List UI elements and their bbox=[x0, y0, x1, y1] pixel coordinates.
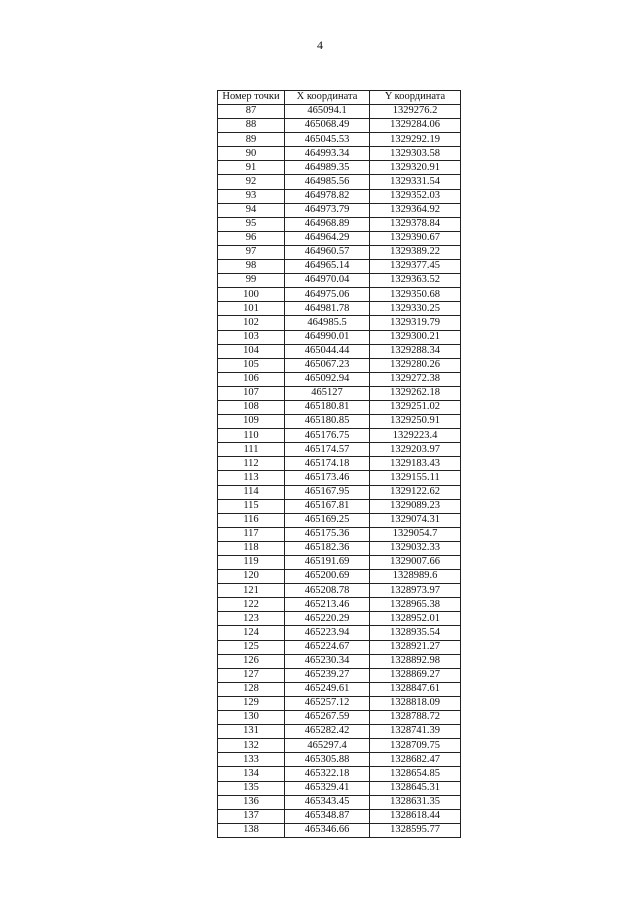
point-number-cell: 98 bbox=[218, 260, 285, 274]
table-row bbox=[218, 499, 461, 513]
header-x-coordinate: X координата bbox=[285, 91, 370, 105]
table-row bbox=[218, 133, 461, 147]
table-row bbox=[218, 358, 461, 372]
table-row bbox=[218, 203, 461, 217]
point-number-cell: 94 bbox=[218, 203, 285, 217]
y-coordinate-cell: 1328989.6 bbox=[370, 570, 461, 584]
x-coordinate-cell: 465220.29 bbox=[285, 612, 370, 626]
x-coordinate-cell: 465167.95 bbox=[285, 485, 370, 499]
table-row bbox=[218, 626, 461, 640]
x-coordinate-cell: 465329.41 bbox=[285, 781, 370, 795]
table-row bbox=[218, 189, 461, 203]
x-coordinate-cell: 465230.34 bbox=[285, 654, 370, 668]
x-coordinate-cell: 464960.57 bbox=[285, 245, 370, 259]
y-coordinate-cell: 1328892.98 bbox=[370, 654, 461, 668]
point-number-cell: 119 bbox=[218, 556, 285, 570]
x-coordinate-cell: 465346.66 bbox=[285, 823, 370, 837]
point-number-cell: 138 bbox=[218, 823, 285, 837]
x-coordinate-cell: 465175.36 bbox=[285, 527, 370, 541]
table-row bbox=[218, 429, 461, 443]
x-coordinate-cell: 465167.81 bbox=[285, 499, 370, 513]
y-coordinate-cell: 1329288.34 bbox=[370, 344, 461, 358]
table-row bbox=[218, 485, 461, 499]
point-number-cell: 122 bbox=[218, 598, 285, 612]
point-number-cell: 125 bbox=[218, 640, 285, 654]
point-number-cell: 132 bbox=[218, 739, 285, 753]
point-number-cell: 87 bbox=[218, 105, 285, 119]
table-row bbox=[218, 175, 461, 189]
header-y-coordinate: Y координата bbox=[370, 91, 461, 105]
y-coordinate-cell: 1329089.23 bbox=[370, 499, 461, 513]
y-coordinate-cell: 1329378.84 bbox=[370, 217, 461, 231]
y-coordinate-cell: 1328935.54 bbox=[370, 626, 461, 640]
x-coordinate-cell: 464970.04 bbox=[285, 274, 370, 288]
y-coordinate-cell: 1329007.66 bbox=[370, 556, 461, 570]
table-row bbox=[218, 260, 461, 274]
point-number-cell: 91 bbox=[218, 161, 285, 175]
point-number-cell: 118 bbox=[218, 541, 285, 555]
point-number-cell: 117 bbox=[218, 527, 285, 541]
table-row bbox=[218, 274, 461, 288]
y-coordinate-cell: 1329363.52 bbox=[370, 274, 461, 288]
table-row bbox=[218, 400, 461, 414]
table-row bbox=[218, 767, 461, 781]
x-coordinate-cell: 465176.75 bbox=[285, 429, 370, 443]
header-point-number: Номер точки bbox=[218, 91, 285, 105]
point-number-cell: 121 bbox=[218, 584, 285, 598]
point-number-cell: 105 bbox=[218, 358, 285, 372]
table-row bbox=[218, 711, 461, 725]
point-number-cell: 136 bbox=[218, 795, 285, 809]
point-number-cell: 101 bbox=[218, 302, 285, 316]
table-row bbox=[218, 781, 461, 795]
x-coordinate-cell: 465173.46 bbox=[285, 471, 370, 485]
table-row bbox=[218, 119, 461, 133]
point-number-cell: 93 bbox=[218, 189, 285, 203]
y-coordinate-cell: 1329330.25 bbox=[370, 302, 461, 316]
table-row bbox=[218, 556, 461, 570]
x-coordinate-cell: 465267.59 bbox=[285, 711, 370, 725]
x-coordinate-cell: 465068.49 bbox=[285, 119, 370, 133]
point-number-cell: 97 bbox=[218, 245, 285, 259]
table-row bbox=[218, 696, 461, 710]
point-number-cell: 108 bbox=[218, 400, 285, 414]
table-row bbox=[218, 105, 461, 119]
coordinates-table bbox=[217, 90, 461, 838]
y-coordinate-cell: 1329183.43 bbox=[370, 457, 461, 471]
point-number-cell: 107 bbox=[218, 386, 285, 400]
y-coordinate-cell: 1329292.19 bbox=[370, 133, 461, 147]
y-coordinate-cell: 1328618.44 bbox=[370, 809, 461, 823]
point-number-cell: 135 bbox=[218, 781, 285, 795]
y-coordinate-cell: 1329262.18 bbox=[370, 386, 461, 400]
point-number-cell: 124 bbox=[218, 626, 285, 640]
point-number-cell: 90 bbox=[218, 147, 285, 161]
x-coordinate-cell: 465282.42 bbox=[285, 725, 370, 739]
x-coordinate-cell: 464965.14 bbox=[285, 260, 370, 274]
table-row bbox=[218, 344, 461, 358]
x-coordinate-cell: 465249.61 bbox=[285, 682, 370, 696]
table-row bbox=[218, 415, 461, 429]
x-coordinate-cell: 465257.12 bbox=[285, 696, 370, 710]
table-row bbox=[218, 612, 461, 626]
point-number-cell: 116 bbox=[218, 513, 285, 527]
y-coordinate-cell: 1329319.79 bbox=[370, 316, 461, 330]
y-coordinate-cell: 1328709.75 bbox=[370, 739, 461, 753]
table-row bbox=[218, 316, 461, 330]
table-row bbox=[218, 330, 461, 344]
point-number-cell: 96 bbox=[218, 231, 285, 245]
point-number-cell: 134 bbox=[218, 767, 285, 781]
x-coordinate-cell: 465067.23 bbox=[285, 358, 370, 372]
x-coordinate-cell: 465239.27 bbox=[285, 668, 370, 682]
table-row bbox=[218, 386, 461, 400]
table-row bbox=[218, 245, 461, 259]
y-coordinate-cell: 1329276.2 bbox=[370, 105, 461, 119]
y-coordinate-cell: 1328682.47 bbox=[370, 753, 461, 767]
y-coordinate-cell: 1328921.27 bbox=[370, 640, 461, 654]
x-coordinate-cell: 465208.78 bbox=[285, 584, 370, 598]
y-coordinate-cell: 1328645.31 bbox=[370, 781, 461, 795]
x-coordinate-cell: 465213.46 bbox=[285, 598, 370, 612]
point-number-cell: 109 bbox=[218, 415, 285, 429]
y-coordinate-cell: 1328741.39 bbox=[370, 725, 461, 739]
y-coordinate-cell: 1329390.67 bbox=[370, 231, 461, 245]
table-row bbox=[218, 753, 461, 767]
y-coordinate-cell: 1329250.91 bbox=[370, 415, 461, 429]
table-row bbox=[218, 598, 461, 612]
x-coordinate-cell: 465182.36 bbox=[285, 541, 370, 555]
table-row bbox=[218, 443, 461, 457]
table-row bbox=[218, 584, 461, 598]
table-row bbox=[218, 217, 461, 231]
table-header-row bbox=[218, 91, 461, 105]
x-coordinate-cell: 465348.87 bbox=[285, 809, 370, 823]
x-coordinate-cell: 464964.29 bbox=[285, 231, 370, 245]
y-coordinate-cell: 1328788.72 bbox=[370, 711, 461, 725]
table-row bbox=[218, 288, 461, 302]
x-coordinate-cell: 464989.35 bbox=[285, 161, 370, 175]
x-coordinate-cell: 464968.89 bbox=[285, 217, 370, 231]
x-coordinate-cell: 465180.81 bbox=[285, 400, 370, 414]
y-coordinate-cell: 1329122.62 bbox=[370, 485, 461, 499]
x-coordinate-cell: 465200.69 bbox=[285, 570, 370, 584]
table-row bbox=[218, 682, 461, 696]
y-coordinate-cell: 1328847.61 bbox=[370, 682, 461, 696]
y-coordinate-cell: 1328952.01 bbox=[370, 612, 461, 626]
y-coordinate-cell: 1328973.97 bbox=[370, 584, 461, 598]
table-body bbox=[218, 105, 461, 838]
point-number-cell: 112 bbox=[218, 457, 285, 471]
table-row bbox=[218, 668, 461, 682]
x-coordinate-cell: 465297.4 bbox=[285, 739, 370, 753]
point-number-cell: 89 bbox=[218, 133, 285, 147]
point-number-cell: 133 bbox=[218, 753, 285, 767]
x-coordinate-cell: 465174.18 bbox=[285, 457, 370, 471]
table-row bbox=[218, 457, 461, 471]
table-row bbox=[218, 147, 461, 161]
x-coordinate-cell: 465322.18 bbox=[285, 767, 370, 781]
x-coordinate-cell: 464975.06 bbox=[285, 288, 370, 302]
table-row bbox=[218, 527, 461, 541]
table-row bbox=[218, 809, 461, 823]
y-coordinate-cell: 1329364.92 bbox=[370, 203, 461, 217]
x-coordinate-cell: 465127 bbox=[285, 386, 370, 400]
point-number-cell: 137 bbox=[218, 809, 285, 823]
point-number-cell: 111 bbox=[218, 443, 285, 457]
point-number-cell: 95 bbox=[218, 217, 285, 231]
page-number: 4 bbox=[317, 38, 323, 52]
point-number-cell: 106 bbox=[218, 372, 285, 386]
y-coordinate-cell: 1329251.02 bbox=[370, 400, 461, 414]
x-coordinate-cell: 465169.25 bbox=[285, 513, 370, 527]
table-row bbox=[218, 739, 461, 753]
point-number-cell: 100 bbox=[218, 288, 285, 302]
point-number-cell: 131 bbox=[218, 725, 285, 739]
x-coordinate-cell: 465044.44 bbox=[285, 344, 370, 358]
x-coordinate-cell: 464985.56 bbox=[285, 175, 370, 189]
y-coordinate-cell: 1329054.7 bbox=[370, 527, 461, 541]
y-coordinate-cell: 1329320.91 bbox=[370, 161, 461, 175]
y-coordinate-cell: 1329032.33 bbox=[370, 541, 461, 555]
y-coordinate-cell: 1329074.31 bbox=[370, 513, 461, 527]
y-coordinate-cell: 1329331.54 bbox=[370, 175, 461, 189]
x-coordinate-cell: 464981.78 bbox=[285, 302, 370, 316]
point-number-cell: 123 bbox=[218, 612, 285, 626]
x-coordinate-cell: 465094.1 bbox=[285, 105, 370, 119]
x-coordinate-cell: 465191.69 bbox=[285, 556, 370, 570]
x-coordinate-cell: 464993.34 bbox=[285, 147, 370, 161]
y-coordinate-cell: 1328965.38 bbox=[370, 598, 461, 612]
table-row bbox=[218, 471, 461, 485]
y-coordinate-cell: 1328869.27 bbox=[370, 668, 461, 682]
table-row bbox=[218, 570, 461, 584]
y-coordinate-cell: 1329389.22 bbox=[370, 245, 461, 259]
y-coordinate-cell: 1329350.68 bbox=[370, 288, 461, 302]
point-number-cell: 92 bbox=[218, 175, 285, 189]
x-coordinate-cell: 465224.67 bbox=[285, 640, 370, 654]
y-coordinate-cell: 1328595.77 bbox=[370, 823, 461, 837]
table-row bbox=[218, 161, 461, 175]
y-coordinate-cell: 1329284.06 bbox=[370, 119, 461, 133]
point-number-cell: 103 bbox=[218, 330, 285, 344]
table-row bbox=[218, 541, 461, 555]
point-number-cell: 88 bbox=[218, 119, 285, 133]
point-number-cell: 130 bbox=[218, 711, 285, 725]
point-number-cell: 127 bbox=[218, 668, 285, 682]
table-row bbox=[218, 725, 461, 739]
x-coordinate-cell: 465180.85 bbox=[285, 415, 370, 429]
y-coordinate-cell: 1329352.03 bbox=[370, 189, 461, 203]
y-coordinate-cell: 1328654.85 bbox=[370, 767, 461, 781]
x-coordinate-cell: 465092.94 bbox=[285, 372, 370, 386]
table-row bbox=[218, 823, 461, 837]
point-number-cell: 104 bbox=[218, 344, 285, 358]
table-row bbox=[218, 654, 461, 668]
y-coordinate-cell: 1329155.11 bbox=[370, 471, 461, 485]
table-row bbox=[218, 231, 461, 245]
y-coordinate-cell: 1329272.38 bbox=[370, 372, 461, 386]
y-coordinate-cell: 1328631.35 bbox=[370, 795, 461, 809]
point-number-cell: 126 bbox=[218, 654, 285, 668]
y-coordinate-cell: 1329223.4 bbox=[370, 429, 461, 443]
table-row bbox=[218, 795, 461, 809]
x-coordinate-cell: 465045.53 bbox=[285, 133, 370, 147]
point-number-cell: 102 bbox=[218, 316, 285, 330]
x-coordinate-cell: 465223.94 bbox=[285, 626, 370, 640]
x-coordinate-cell: 464978.82 bbox=[285, 189, 370, 203]
point-number-cell: 99 bbox=[218, 274, 285, 288]
x-coordinate-cell: 464985.5 bbox=[285, 316, 370, 330]
table-row bbox=[218, 640, 461, 654]
y-coordinate-cell: 1329300.21 bbox=[370, 330, 461, 344]
x-coordinate-cell: 465343.45 bbox=[285, 795, 370, 809]
y-coordinate-cell: 1329280.26 bbox=[370, 358, 461, 372]
table-row bbox=[218, 372, 461, 386]
point-number-cell: 120 bbox=[218, 570, 285, 584]
y-coordinate-cell: 1328818.09 bbox=[370, 696, 461, 710]
point-number-cell: 129 bbox=[218, 696, 285, 710]
point-number-cell: 115 bbox=[218, 499, 285, 513]
point-number-cell: 128 bbox=[218, 682, 285, 696]
y-coordinate-cell: 1329203.97 bbox=[370, 443, 461, 457]
x-coordinate-cell: 464973.79 bbox=[285, 203, 370, 217]
y-coordinate-cell: 1329303.58 bbox=[370, 147, 461, 161]
table-row bbox=[218, 513, 461, 527]
point-number-cell: 110 bbox=[218, 429, 285, 443]
x-coordinate-cell: 464990.01 bbox=[285, 330, 370, 344]
point-number-cell: 114 bbox=[218, 485, 285, 499]
x-coordinate-cell: 465174.57 bbox=[285, 443, 370, 457]
x-coordinate-cell: 465305.88 bbox=[285, 753, 370, 767]
y-coordinate-cell: 1329377.45 bbox=[370, 260, 461, 274]
table-row bbox=[218, 302, 461, 316]
point-number-cell: 113 bbox=[218, 471, 285, 485]
